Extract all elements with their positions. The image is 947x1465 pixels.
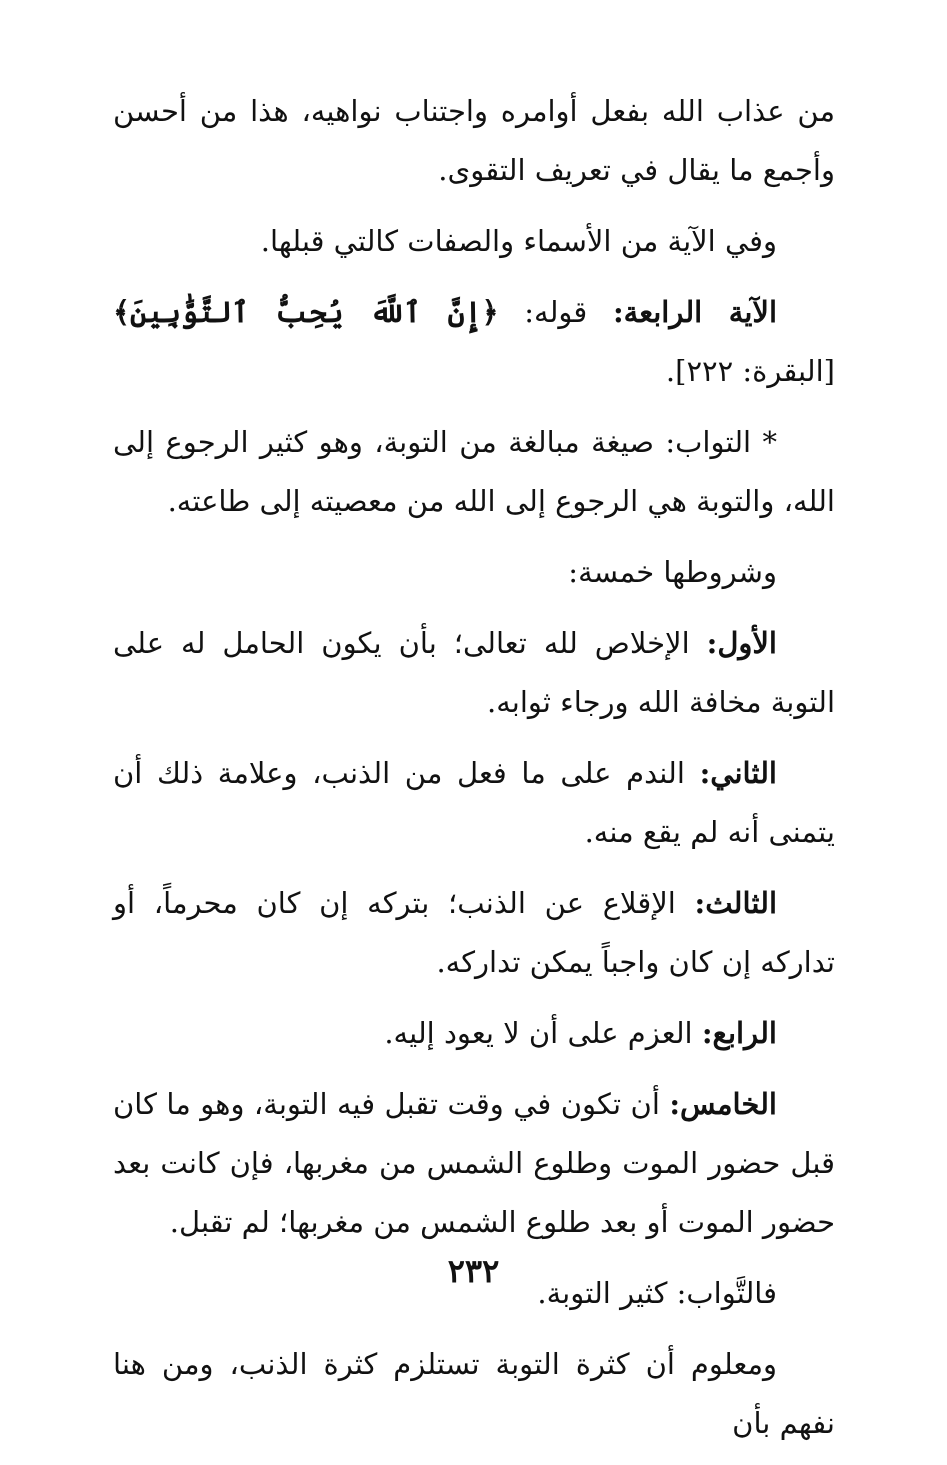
paragraph-conditions-intro bbox=[113, 543, 835, 602]
condition-first bbox=[113, 614, 835, 732]
paragraph-text: وفي الآية من الأسماء والصفات كالتي قبلها. bbox=[260, 224, 777, 258]
condition-label: الأول: bbox=[706, 626, 777, 660]
condition-fourth bbox=[113, 1004, 835, 1063]
paragraph-text: من عذاب الله بفعل أوامره واجتناب نواهيه، هذا من أحسن وأجمع ما يقال في تعريف التقوى. bbox=[113, 94, 835, 187]
paragraph-text: فالتَّواب: كثير التوبة. bbox=[537, 1276, 777, 1310]
condition-text: الندم على ما فعل من الذنب، وعلامة ذلك أن يتمنى أنه لم يقع منه. bbox=[113, 756, 835, 849]
paragraph-text: ومعلوم أن كثرة التوبة تستلزم كثرة الذنب، ومن هنا نفهم بأن bbox=[113, 1347, 835, 1440]
condition-label: الرابع: bbox=[701, 1016, 777, 1050]
condition-second bbox=[113, 744, 835, 862]
condition-label: الثالث: bbox=[694, 886, 777, 920]
condition-text: العزم على أن لا يعود إليه. bbox=[384, 1016, 702, 1050]
paragraph-text: وشروطها خمسة: bbox=[568, 555, 777, 589]
verse-reference: [البقرة: ٢٢٢]. bbox=[665, 354, 835, 388]
paragraph-closing bbox=[113, 1335, 835, 1453]
paragraph-text: قوله: bbox=[498, 295, 613, 329]
page-number: ٢٣٢ bbox=[447, 1252, 500, 1290]
paragraph-fourth-verse bbox=[113, 283, 835, 401]
paragraph-names-attributes bbox=[113, 212, 835, 271]
condition-label: الخامس: bbox=[669, 1087, 777, 1121]
section-heading: الآية الرابعة: bbox=[612, 295, 778, 329]
paragraph-continuation bbox=[113, 82, 835, 200]
condition-label: الثاني: bbox=[699, 756, 777, 790]
quran-verse: ﴿إِنَّ ٱللَّهَ يُحِبُّ ٱلتَّوَّٰبِينَ﴾ bbox=[113, 295, 499, 329]
paragraph-tawwab-definition bbox=[113, 413, 835, 531]
condition-third bbox=[113, 874, 835, 992]
condition-fifth bbox=[113, 1075, 835, 1252]
condition-text: الإخلاص لله تعالى؛ بأن يكون الحامل له على التوبة مخافة الله ورجاء ثوابه. bbox=[113, 626, 835, 719]
condition-text: الإقلاع عن الذنب؛ بتركه إن كان محرماً، أو تداركه إن كان واجباً يمكن تداركه. bbox=[113, 886, 835, 979]
paragraph-text: * التواب: صيغة مبالغة من التوبة، وهو كثير الرجوع إلى الله، والتوبة هي الرجوع إلى الله من معصيته إلى طاعته. bbox=[113, 425, 835, 518]
condition-text: أن تكون في وقت تقبل فيه التوبة، وهو ما كان قبل حضور الموت وطلوع الشمس من مغربها، فإن كانت بعد حضور الموت أو بعد طلوع الشمس من مغربها؛ لم تقبل. bbox=[113, 1087, 835, 1239]
